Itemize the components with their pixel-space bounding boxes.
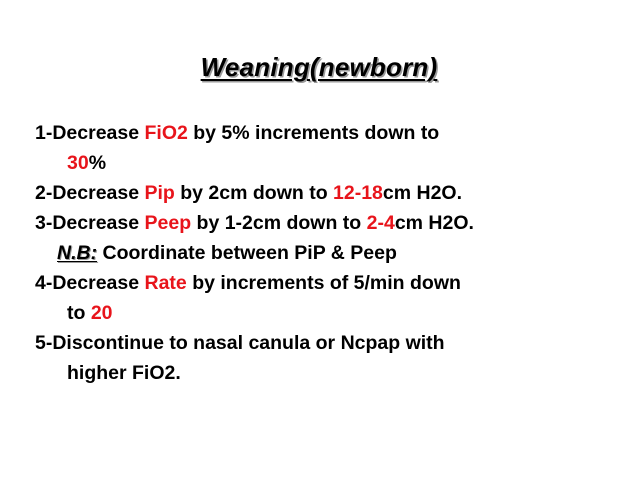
item-4-prefix: 4-Decrease (35, 272, 145, 294)
list-item-5 (35, 328, 625, 358)
item-1-value: 30 (67, 152, 89, 174)
slide-body (35, 118, 625, 388)
list-item-5-continuation (35, 358, 625, 388)
item-4-cont: to (67, 302, 91, 324)
note-label: N.B: (57, 242, 98, 264)
item-3-param: Peep (144, 212, 192, 234)
item-2-middle: by 2cm down to (174, 182, 334, 204)
slide-title: Weaning(newborn) (200, 52, 438, 82)
item-3-value: 2-4 (366, 212, 395, 234)
item-2-param: Pip (144, 182, 175, 204)
item-4-middle: by increments of 5/min down (186, 272, 461, 294)
list-item-1-continuation (35, 148, 625, 178)
item-4-value: 20 (90, 302, 113, 324)
item-1-prefix: 1-Decrease (35, 122, 145, 144)
note-line (35, 238, 625, 268)
list-item-4 (35, 268, 625, 298)
item-5-line2: higher FiO2. (67, 362, 181, 384)
note-text: Coordinate between PiP & Peep (97, 242, 397, 264)
list-item-3 (35, 208, 625, 238)
item-2-suffix: cm H2O. (382, 182, 463, 204)
item-1-suffix: % (88, 152, 107, 174)
item-3-middle: by 1-2cm down to (191, 212, 367, 234)
item-4-param: Rate (144, 272, 187, 294)
item-3-prefix: 3-Decrease (35, 212, 145, 234)
list-item-1 (35, 118, 625, 148)
item-2-value: 12-18 (333, 182, 383, 204)
item-3-suffix: cm H2O. (394, 212, 474, 234)
list-item-4-continuation (35, 298, 625, 328)
item-5-line1: 5-Discontinue to nasal canula or Ncpap with (35, 332, 445, 354)
item-2-prefix: 2-Decrease (35, 182, 145, 204)
item-1-param: FiO2 (144, 122, 188, 144)
list-item-2 (35, 178, 625, 208)
item-1-middle: by 5% increments down to (187, 122, 440, 144)
